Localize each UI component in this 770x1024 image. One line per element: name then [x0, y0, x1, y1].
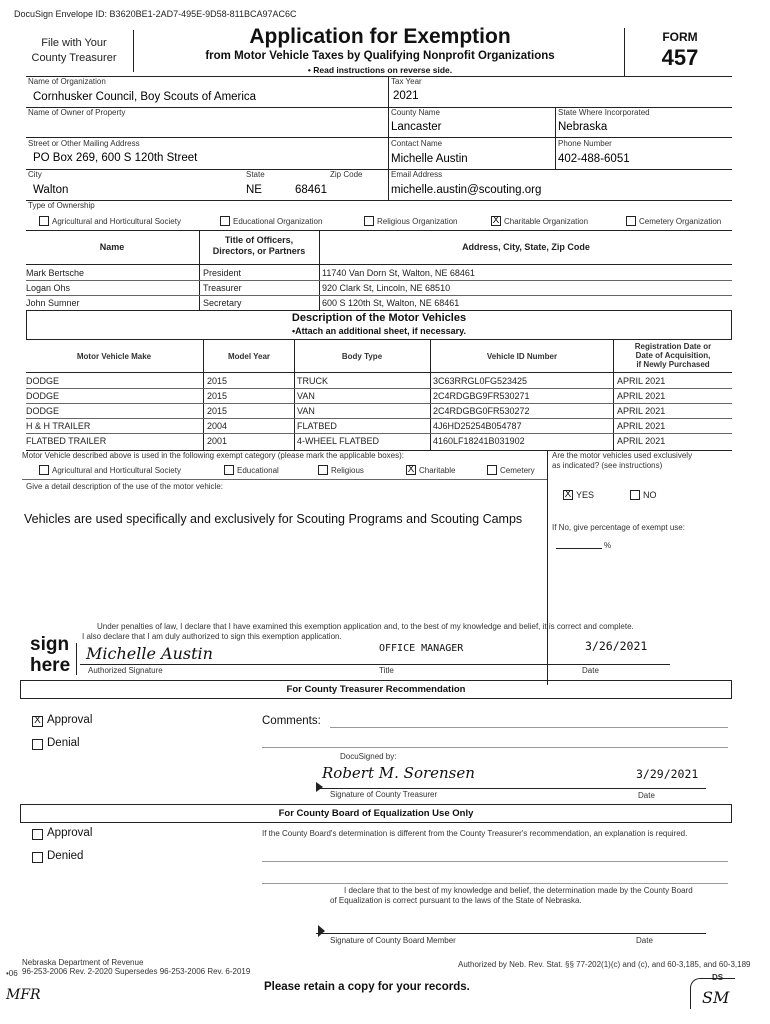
exclusive-question	[552, 451, 692, 471]
vehicles-reg-header	[614, 342, 732, 369]
vehicles-make-header: Motor Vehicle Make	[76, 352, 152, 361]
exclusive-no-label: NO	[643, 490, 657, 500]
vehicle-vin[interactable]: 3C63RRGL0FG523425	[433, 376, 528, 386]
here-word: here	[30, 655, 71, 676]
form-title: Application for Exemption	[249, 25, 511, 48]
file-with-note	[18, 36, 130, 66]
zip-label: Zip Code	[330, 170, 363, 179]
sign-word: sign	[30, 634, 70, 655]
exclusive-yes-checkbox[interactable]: X	[564, 489, 572, 500]
percentage-sign: %	[604, 541, 612, 550]
use-cemetery-label: Cemetery	[500, 466, 535, 475]
officer-name[interactable]: Mark Bertsche	[26, 268, 85, 278]
state[interactable]: NE	[246, 184, 262, 196]
title-header-line1: Title of Officers,	[224, 235, 294, 245]
state-inc-label: State Where Incorporated	[558, 108, 650, 117]
vehicle-body[interactable]: TRUCK	[297, 376, 328, 386]
vehicle-make[interactable]: H & H TRAILER	[26, 421, 91, 431]
vehicle-body[interactable]: VAN	[297, 391, 315, 401]
treasurer-date[interactable]: 3/29/2021	[636, 767, 699, 781]
vehicle-vin[interactable]: 4J6HD25254B054787	[433, 421, 522, 431]
officer-address[interactable]: 600 S 120th St, Walton, NE 68461	[322, 298, 460, 308]
docusigned-label: DocuSigned by:	[340, 752, 397, 761]
vehicles-section-title: Description of the Motor Vehicles	[291, 312, 467, 324]
title-header-line2: Directors, or Partners	[212, 246, 306, 256]
officers-address-header: Address, City, State, Zip Code	[462, 242, 590, 252]
officer-title[interactable]: President	[203, 268, 242, 278]
form-number: 457	[661, 45, 699, 70]
city[interactable]: Walton	[33, 184, 69, 196]
phone-number[interactable]: 402-488-6051	[558, 153, 630, 165]
phone-label: Phone Number	[558, 139, 612, 148]
vehicle-year[interactable]: 2015	[207, 376, 228, 386]
board-date-label: Date	[636, 936, 653, 945]
date-label: Date	[582, 666, 599, 675]
detail-label: Give a detail description of the use of the motor vehicle:	[26, 482, 223, 491]
authorized-signature-label: Authorized Signature	[88, 666, 163, 675]
vehicles-body-header: Body Type	[341, 352, 383, 361]
initials-right: SM	[702, 988, 730, 1007]
read-instructions: • Read instructions on reverse side.	[307, 65, 453, 75]
street-label: Street or Other Mailing Address	[28, 139, 140, 148]
vehicles-vin-header: Vehicle ID Number	[486, 352, 558, 361]
ownership-label: Type of Ownership	[28, 201, 95, 210]
file-with-line2: County Treasurer	[31, 52, 117, 64]
owner-label: Name of Owner of Property	[28, 108, 126, 117]
officer-address[interactable]: 11740 Van Dorn St, Walton, NE 68461	[322, 268, 475, 278]
detail-description[interactable]: Vehicles are used specifically and exclusively for Scouting Programs and Scouting Camps	[24, 512, 523, 526]
ownership-religious-label: Religious Organization	[377, 217, 458, 226]
reg-header-line1: Registration Date or	[634, 342, 712, 351]
treasurer-signature[interactable]: Robert M. Sorensen	[322, 764, 475, 782]
vehicle-date[interactable]: APRIL 2021	[617, 391, 666, 401]
percentage-label: If No, give percentage of exempt use:	[552, 523, 685, 532]
state-label: State	[246, 170, 265, 179]
form-label: FORM	[662, 30, 698, 44]
retain-notice: Please retain a copy for your records.	[264, 981, 470, 993]
officer-address[interactable]: 920 Clark St, Lincoln, NE 68510	[322, 283, 451, 293]
city-label: City	[28, 170, 42, 179]
applicant-signature[interactable]: Michelle Austin	[86, 644, 213, 663]
treasurer-section-title: For County Treasurer Recommendation	[286, 684, 466, 695]
reg-header-line2: Date of Acquisition,	[635, 351, 711, 360]
form-subtitle: from Motor Vehicle Taxes by Qualifying Nonprofit Organizations	[205, 50, 555, 62]
ownership-charitable-checkbox[interactable]: X	[492, 215, 500, 226]
comments-label: Comments:	[262, 715, 321, 727]
exclusive-question-line2: as indicated? (see instructions)	[552, 461, 663, 470]
treasurer-signature-label: Signature of County Treasurer	[330, 790, 438, 799]
use-educational-checkbox[interactable]	[224, 465, 234, 475]
vehicle-body[interactable]: FLATBED	[297, 421, 337, 431]
board-approval-checkbox[interactable]	[32, 829, 43, 840]
authorized-statement: I also declare that I am duly authorized to sign this exemption application.	[82, 632, 342, 641]
vehicle-year[interactable]: 2001	[207, 436, 228, 446]
use-religious-checkbox[interactable]	[318, 465, 328, 475]
board-signature-label: Signature of County Board Member	[330, 936, 456, 945]
vehicle-body[interactable]: 4-WHEEL FLATBED	[297, 436, 380, 446]
board-note: If the County Board's determination is different from the County Treasurer's recommendation, an explanation is required.	[262, 829, 688, 838]
tax-year[interactable]: 2021	[393, 90, 419, 102]
ownership-agricultural-label: Agricultural and Horticultural Society	[52, 217, 181, 226]
ownership-cemetery-label: Cemetery Organization	[639, 217, 722, 226]
envelope-id: DocuSign Envelope ID: B3620BE1-2AD7-495E-9D58-811BCA97AC6C	[14, 9, 297, 19]
penalty-statement: Under penalties of law, I declare that I have examined this exemption application and, to the best of my knowledge and belief, it is correct and complete.	[97, 622, 634, 631]
footer-authorized: Authorized by Neb. Rev. Stat. §§ 77-202(1)(c) and (c), and 60-3,185, and 60-3,189	[458, 960, 751, 969]
file-with-line1: File with Your	[41, 37, 107, 49]
exclusive-no-checkbox[interactable]	[630, 490, 640, 500]
ownership-agricultural-checkbox[interactable]	[39, 216, 49, 226]
ownership-charitable-label: Charitable Organization	[504, 217, 589, 226]
signature-arrow-icon	[316, 782, 323, 792]
vehicle-date[interactable]: APRIL 2021	[617, 376, 666, 386]
use-educational-label: Educational	[237, 466, 279, 475]
footer-department: Nebraska Department of Revenue	[22, 958, 144, 967]
vehicles-section-note: •Attach an additional sheet, if necessary.	[291, 326, 467, 336]
officers-name-header: Name	[99, 242, 125, 252]
signer-title[interactable]: OFFICE MANAGER	[379, 643, 464, 654]
org-name[interactable]: Cornhusker Council, Boy Scouts of America	[33, 91, 257, 103]
board-signature-arrow-icon	[318, 925, 325, 937]
vehicle-make[interactable]: DODGE	[26, 376, 60, 386]
signed-date[interactable]: 3/26/2021	[585, 639, 648, 653]
vehicle-vin[interactable]: 2C4RDGBG9FR530271	[433, 391, 530, 401]
vehicle-make[interactable]: FLATBED TRAILER	[26, 436, 107, 446]
category-note: Motor Vehicle described above is used in the following exempt category (please mark the applicable boxes):	[22, 451, 404, 460]
use-cemetery-checkbox[interactable]	[487, 465, 497, 475]
vehicle-date[interactable]: APRIL 2021	[617, 421, 666, 431]
vehicle-date[interactable]: APRIL 2021	[617, 436, 666, 446]
treasurer-approval-label: Approval	[47, 714, 93, 726]
board-declaration-line1: I declare that to the best of my knowledge and belief, the determination made by the County Board	[344, 886, 693, 895]
vehicle-make[interactable]: DODGE	[26, 391, 60, 401]
vehicle-body[interactable]: VAN	[297, 406, 315, 416]
contact-label: Contact Name	[391, 139, 443, 148]
ownership-religious-checkbox[interactable]	[364, 216, 374, 226]
vehicle-year[interactable]: 2004	[207, 421, 228, 431]
officer-name[interactable]: Logan Ohs	[26, 283, 71, 293]
contact-name[interactable]: Michelle Austin	[391, 153, 468, 165]
use-agricultural-label: Agricultural and Horticultural Society	[52, 466, 181, 475]
officers-title-header	[200, 235, 318, 257]
exclusive-question-line1: Are the motor vehicles used exclusively	[552, 451, 693, 460]
tax-year-label: Tax Year	[391, 77, 422, 86]
email-label: Email Address	[391, 170, 443, 179]
use-charitable-label: Charitable	[419, 466, 456, 475]
board-section-title: For County Board of Equalization Use Only	[278, 808, 474, 819]
org-name-label: Name of Organization	[28, 77, 106, 86]
treasurer-denial-checkbox[interactable]	[32, 739, 43, 750]
board-approval-label: Approval	[47, 827, 93, 839]
email-address[interactable]: michelle.austin@scouting.org	[391, 184, 542, 196]
vehicle-year[interactable]: 2015	[207, 391, 228, 401]
treasurer-date-label: Date	[638, 791, 655, 800]
ownership-educational-checkbox[interactable]	[220, 216, 230, 226]
street-address[interactable]: PO Box 269, 600 S 120th Street	[33, 152, 198, 164]
state-incorporated[interactable]: Nebraska	[558, 121, 608, 133]
vehicles-year-header: Model Year	[227, 352, 271, 361]
vehicle-make[interactable]: DODGE	[26, 406, 60, 416]
county-label: County Name	[391, 108, 440, 117]
board-denied-checkbox[interactable]	[32, 852, 43, 863]
treasurer-denial-label: Denial	[47, 737, 80, 749]
officer-title[interactable]: Secretary	[203, 298, 242, 308]
vehicle-vin[interactable]: 2C4RDGBG0FR530272	[433, 406, 530, 416]
use-religious-label: Religious	[331, 466, 364, 475]
exclusive-yes-label: YES	[576, 490, 595, 500]
use-charitable-checkbox[interactable]: X	[407, 464, 415, 475]
use-agricultural-checkbox[interactable]	[39, 465, 49, 475]
ownership-cemetery-checkbox[interactable]	[626, 216, 636, 226]
sign-bracket	[76, 643, 77, 675]
title-label: Title	[379, 666, 394, 675]
vehicle-year[interactable]: 2015	[207, 406, 228, 416]
treasurer-approval-checkbox[interactable]: X	[32, 716, 43, 727]
footer-form-revision: 96-253-2006 Rev. 2-2020 Supersedes 96-253-2006 Rev. 6-2019	[22, 967, 251, 976]
vehicle-vin[interactable]: 4160LF18241B031902	[433, 436, 525, 446]
footer-prefix: •06	[6, 969, 18, 978]
reg-header-line3: if Newly Purchased	[636, 360, 710, 369]
board-declaration-line2: of Equalization is correct pursuant to the laws of the State of Nebraska.	[330, 896, 582, 905]
board-denied-label: Denied	[47, 850, 84, 862]
officer-title[interactable]: Treasurer	[203, 283, 242, 293]
officer-name[interactable]: John Sumner	[26, 298, 80, 308]
vehicle-date[interactable]: APRIL 2021	[617, 406, 666, 416]
zip-code[interactable]: 68461	[295, 184, 327, 196]
ownership-educational-label: Educational Organization	[233, 217, 323, 226]
ds-label: DS	[712, 973, 724, 982]
initials-left: MFR	[6, 987, 41, 1003]
county-name[interactable]: Lancaster	[391, 121, 442, 133]
